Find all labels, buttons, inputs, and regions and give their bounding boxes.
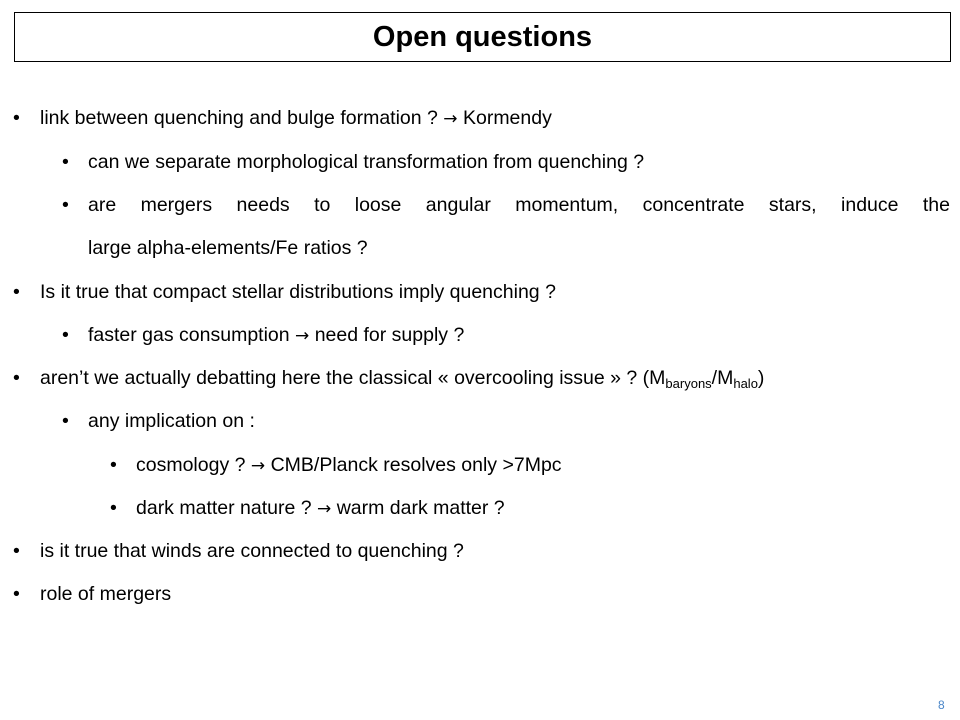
arrow-target-text: need for supply ? xyxy=(314,324,465,346)
arrow-target-text: Kormendy xyxy=(462,107,552,129)
bullet-text: Is it true that compact stellar distributions imply quenching ? xyxy=(40,281,556,303)
bullet-icon: • xyxy=(62,194,69,216)
bullet-text: aren’t we actually debatting here the classical « overcooling issue » ? (M xyxy=(40,367,666,389)
bullet-text: role of mergers xyxy=(40,583,172,605)
bullet-text: any implication on : xyxy=(88,410,255,432)
ratio-separator: /M xyxy=(711,367,734,389)
bullet-icon: • xyxy=(62,410,69,432)
bullet-text: cosmology ? xyxy=(136,454,246,476)
bullet-icon: • xyxy=(13,540,20,562)
bullet-icon: • xyxy=(13,583,20,605)
bullet-text: link between quenching and bulge formation ? xyxy=(40,107,438,129)
closing-paren: ) xyxy=(757,367,765,389)
slide-title: Open questions xyxy=(372,20,593,53)
bullet-icon: • xyxy=(13,107,20,129)
bullet-text: faster gas consumption xyxy=(88,324,290,346)
arrow-target-text: warm dark matter ? xyxy=(336,497,505,519)
subscript-baryons: baryons xyxy=(665,376,712,391)
bullet-text-continued: large alpha-elements/Fe ratios ? xyxy=(88,237,368,259)
bullet-icon: • xyxy=(62,151,69,173)
subscript-halo: halo xyxy=(733,376,758,391)
bullet-text: can we separate morphological transformation from quenching ? xyxy=(88,151,645,173)
bullet-icon: • xyxy=(62,324,69,346)
bullet-icon: • xyxy=(110,454,117,476)
bullet-icon: • xyxy=(110,497,117,519)
bullet-icon: • xyxy=(13,281,20,303)
arrow-icon: → xyxy=(317,499,332,519)
bullet-text: are mergers needs to loose angular momentum, concentrate stars, induce the xyxy=(88,194,950,216)
arrow-target-text: CMB/Planck resolves only >7Mpc xyxy=(270,454,562,476)
arrow-icon: → xyxy=(443,109,458,129)
bullet-text: is it true that winds are connected to quenching ? xyxy=(40,540,464,562)
arrow-icon: → xyxy=(295,326,310,346)
page-number: 8 xyxy=(938,698,945,712)
bullet-text: dark matter nature ? xyxy=(136,497,312,519)
arrow-icon: → xyxy=(250,456,266,476)
bullet-icon: • xyxy=(13,367,20,389)
